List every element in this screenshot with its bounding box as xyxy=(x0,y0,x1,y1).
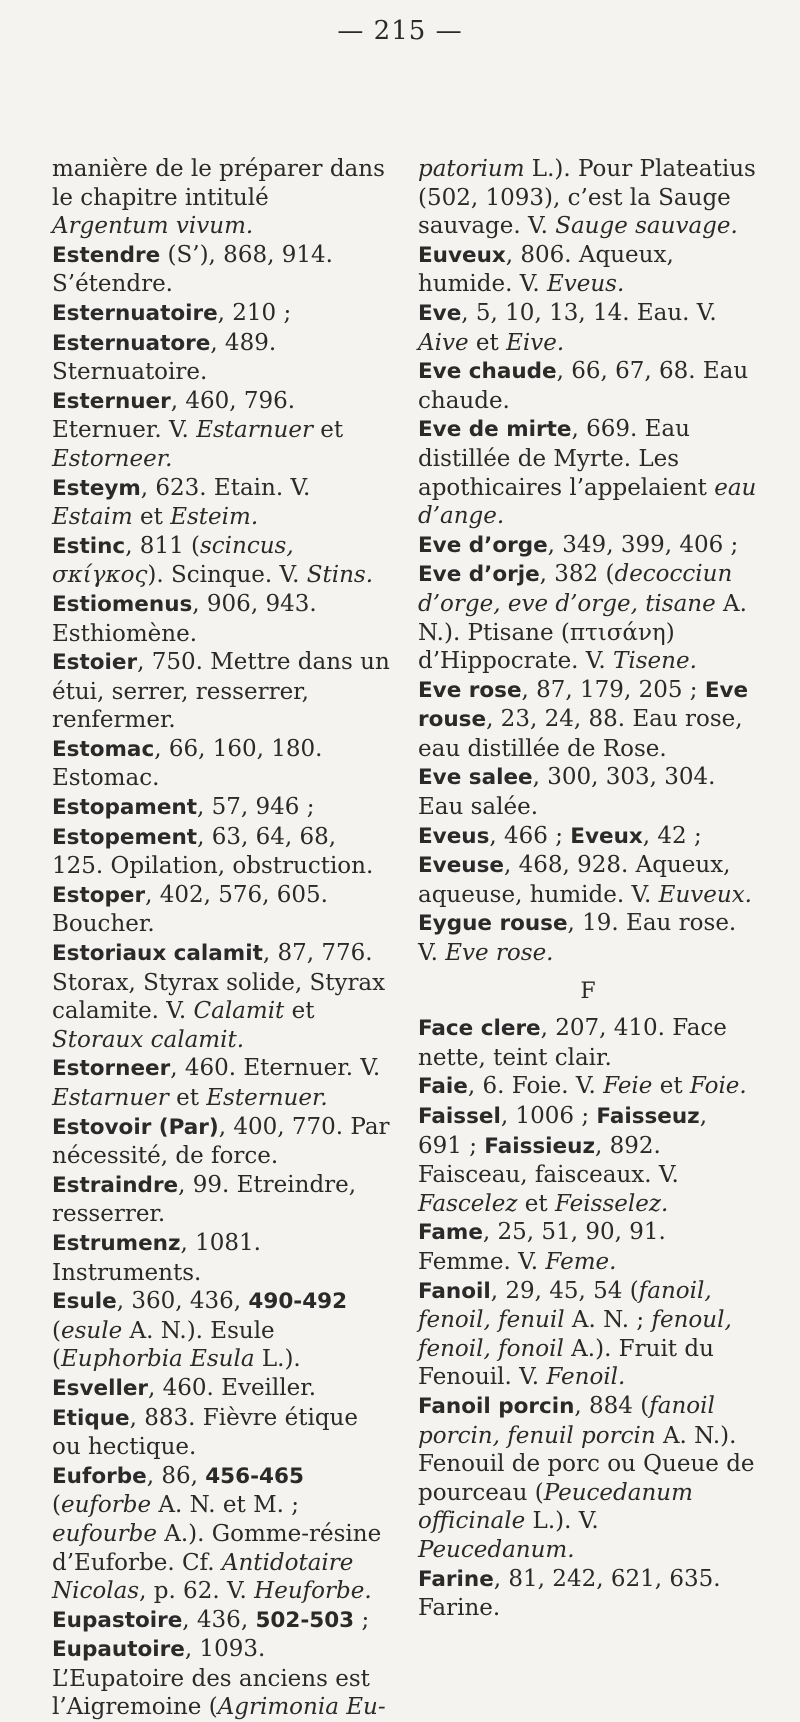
headword: Eupautoire xyxy=(52,1637,185,1663)
headword: Eygue rouse xyxy=(418,911,568,937)
headword: Esteym xyxy=(52,475,141,501)
letter-heading: F xyxy=(580,978,596,1004)
italic-text: Euveux. xyxy=(658,881,752,908)
italic-text: esule xyxy=(60,1317,123,1344)
italic-text: scincus, σκίγκος xyxy=(52,532,294,589)
entry-text: , 466 ; xyxy=(489,822,571,849)
entry-text: , 811 ( xyxy=(125,532,200,559)
entry-text: , 883. Fièvre étique ou hectique. xyxy=(52,1404,358,1461)
headword: Etique xyxy=(52,1405,130,1431)
entry-text: et xyxy=(132,504,171,531)
entry-text: et xyxy=(312,417,344,444)
entry-text: , 66, 67, 68. Eau chaude. xyxy=(418,358,749,414)
headword: 502-503 xyxy=(255,1607,355,1633)
glossary-entry xyxy=(52,241,392,299)
glossary-entry xyxy=(418,1565,758,1623)
entry-text: , 300, 303, 304. Eau salée. xyxy=(418,764,716,821)
headword: Esternuatore xyxy=(52,330,211,356)
glossary-entry xyxy=(52,532,392,590)
headword: Fame xyxy=(418,1220,483,1246)
headword: Eveuse xyxy=(418,853,504,879)
glossary-entry xyxy=(418,822,758,910)
entry-text: ( xyxy=(52,1492,61,1519)
right-column xyxy=(418,155,758,1623)
headword: Euveux xyxy=(418,242,506,268)
entry-text: , 99. Etreindre, resserrer. xyxy=(52,1171,357,1228)
glossary-entry xyxy=(418,241,758,299)
entry-text: et xyxy=(468,329,507,356)
entry-text: , 669. Eau distillée de Myrte. Les apothicaires l’appelaient xyxy=(418,416,715,501)
headword: Eve d’orje xyxy=(418,562,540,588)
headword: Faissieuz xyxy=(484,1133,595,1159)
entry-text: , 400, 770. Par nécessité, de force. xyxy=(52,1113,390,1170)
entry-text: , 460, 796. Eternuer. V. xyxy=(52,387,296,444)
headword: Fanoil porcin xyxy=(418,1393,575,1419)
entry-text: , 87, 179, 205 ; xyxy=(521,676,705,703)
headword: Faie xyxy=(418,1074,468,1100)
italic-text: Feisselez. xyxy=(554,1190,669,1217)
italic-text: Argentum vivum. xyxy=(52,213,254,240)
headword: Estoper xyxy=(52,882,146,908)
entry-text: L.). V. xyxy=(525,1508,599,1535)
entry-text: , 29, 45, 54 ( xyxy=(490,1277,639,1304)
left-column xyxy=(52,155,392,1722)
headword: Estomac xyxy=(52,736,155,762)
entry-text: A. N.). Ptisane (πτισάνη) d’Hippocrate. V. xyxy=(418,590,747,675)
glossary-entry xyxy=(52,1171,392,1229)
entry-text: , 360, 436, xyxy=(116,1288,249,1315)
headword: Eve rouse xyxy=(418,677,749,733)
glossary-entry xyxy=(52,1606,392,1722)
entry-text: , 6. Foie. V. xyxy=(467,1073,604,1100)
entry-text: ; xyxy=(354,1606,370,1633)
italic-text: Fascelez xyxy=(418,1190,518,1217)
entry-text: , 5, 10, 13, 14. Eau. V. xyxy=(461,299,717,326)
glossary-entry xyxy=(418,1014,758,1072)
entry-text: (S’), 868, 914. S’étendre. xyxy=(52,241,333,298)
headword: Estiomenus xyxy=(52,591,193,617)
headword: Eve de mirte xyxy=(418,417,572,443)
headword: Faissel xyxy=(418,1104,501,1129)
entry-text: et xyxy=(284,998,315,1025)
entry-text: , 25, 51, 90, 91. Femme. V. xyxy=(418,1219,666,1275)
headword: Eve salee xyxy=(418,765,533,791)
headword: Estendre xyxy=(52,242,161,268)
italic-text: eau d’ange. xyxy=(418,474,757,530)
entry-text: , 750. Mettre dans un étui, serrer, resserrer, renfermer. xyxy=(52,649,390,734)
entry-text: , 489. Sternuatoire. xyxy=(52,329,277,386)
italic-text: Antidotaire Nicolas xyxy=(52,1549,354,1605)
italic-text: Storaux calamit. xyxy=(52,1026,245,1053)
italic-text: fanoil, fenoil, fenuil xyxy=(418,1277,712,1334)
italic-text: Eive. xyxy=(506,329,565,356)
italic-text: Peucedanum officinale xyxy=(418,1479,693,1535)
entry-text: A. N.). Fenouil de porc ou Queue de pourceau ( xyxy=(418,1422,755,1506)
glossary-entry xyxy=(418,1392,758,1565)
headword: Estrumenz xyxy=(52,1230,181,1256)
italic-text: fanoil porcin, fenuil porcin xyxy=(418,1392,715,1449)
italic-text: patorium xyxy=(418,156,525,182)
entry-text: A. N. et M. ; xyxy=(151,1492,300,1519)
italic-text: Estarnuer xyxy=(196,417,313,444)
italic-text: decocciun d’orge, eve d’orge, tisane xyxy=(418,561,733,617)
entry-text: , 623. Etain. V. xyxy=(140,474,311,501)
glossary-entry xyxy=(418,1277,758,1392)
italic-text: Tisene. xyxy=(613,648,697,675)
entry-text: A. N. ; xyxy=(564,1307,652,1334)
headword: Estorneer xyxy=(52,1056,171,1082)
headword: Eve chaude xyxy=(418,359,557,385)
glossary-entry xyxy=(52,1054,392,1112)
entry-text: , 57, 946 ; xyxy=(197,794,315,821)
italic-text: euforbe xyxy=(60,1492,152,1519)
glossary-entry xyxy=(418,763,758,821)
glossary-entry xyxy=(418,299,758,357)
entry-text: , 436, xyxy=(182,1606,256,1633)
italic-text: Fenoil. xyxy=(546,1364,626,1391)
glossary-entry xyxy=(52,1462,392,1606)
entry-text: A. N.). Esule ( xyxy=(52,1317,275,1373)
glossary-entry xyxy=(52,387,392,474)
entry-text: et xyxy=(652,1073,690,1100)
headword: Eveux xyxy=(570,823,643,849)
entry-text: et xyxy=(517,1190,555,1217)
entry-text: A.). Fruit du Fenouil. V. xyxy=(418,1335,714,1391)
italic-text: fenoul, fenoil, fonoil xyxy=(418,1307,732,1362)
italic-text: Calamit xyxy=(193,998,285,1025)
italic-text: Estaim xyxy=(52,504,133,531)
glossary-entry xyxy=(418,531,758,676)
glossary-entry xyxy=(52,735,392,793)
italic-text: Stins. xyxy=(306,562,374,589)
glossary-entry xyxy=(52,793,392,881)
entry-text: L.). xyxy=(254,1346,301,1373)
glossary-entry xyxy=(52,648,392,735)
glossary-entry xyxy=(52,1229,392,1287)
entry-text: , 691 ; xyxy=(418,1103,708,1159)
glossary-entry xyxy=(52,590,392,648)
headword: 456-465 xyxy=(205,1463,304,1489)
entry-text: , 210 ; xyxy=(217,299,292,326)
headword: Fanoil xyxy=(418,1278,491,1304)
headword: 490-492 xyxy=(248,1289,348,1315)
italic-text: Aive xyxy=(418,329,469,356)
entry-text: , 884 ( xyxy=(574,1392,650,1419)
headword: Eveus xyxy=(418,823,490,849)
glossary-entry xyxy=(52,299,392,387)
headword: Esternuatoire xyxy=(52,300,218,326)
headword: Estopement xyxy=(52,824,198,850)
italic-text: Feme. xyxy=(545,1248,617,1275)
entry-text: , 349, 399, 406 ; xyxy=(547,531,739,558)
headword: Estoier xyxy=(52,650,138,676)
headword: Esternuer xyxy=(52,388,171,414)
entry-text: , 460. Eveiller. xyxy=(148,1374,317,1401)
italic-text: eufourbe xyxy=(52,1520,157,1547)
glossary-entry xyxy=(418,1072,758,1102)
italic-text: Eve rose. xyxy=(445,940,554,967)
italic-text: Esteim. xyxy=(170,504,259,531)
italic-text: Agrimonia Eu- xyxy=(217,1694,386,1721)
italic-text: Eveus. xyxy=(546,271,625,298)
italic-text: Heuforbe. xyxy=(254,1578,372,1605)
headword: Eupastoire xyxy=(52,1607,183,1633)
entry-text: , 1006 ; xyxy=(500,1103,597,1129)
entry-text: , 806. Aqueux, humide. V. xyxy=(418,241,674,298)
glossary-entry xyxy=(52,1287,392,1374)
headword: Esule xyxy=(52,1289,117,1315)
glossary-entry xyxy=(52,1404,392,1462)
entry-text: , 892. Faisceau, faisceaux. V. xyxy=(418,1132,679,1189)
headword: Estopament xyxy=(52,795,197,821)
glossary-entry xyxy=(52,881,392,939)
glossary-entry xyxy=(418,155,758,241)
entry-text: , 23, 24, 88. Eau rose, eau distillée de Rose. xyxy=(418,706,743,762)
italic-text: Estarnuer xyxy=(52,1085,169,1111)
entry-text: , 86, xyxy=(146,1462,206,1489)
headword: Estraindre xyxy=(52,1172,179,1198)
glossary-entry xyxy=(52,474,392,532)
page-number: — 215 — xyxy=(337,16,463,46)
glossary-entry xyxy=(52,1113,392,1171)
glossary-entry xyxy=(418,909,758,967)
entry-text: ( xyxy=(52,1317,61,1344)
headword: Esveller xyxy=(52,1375,149,1401)
entry-text: ). Scinque. V. xyxy=(147,562,307,589)
headword: Face clere xyxy=(418,1016,541,1042)
glossary-entry xyxy=(52,155,392,241)
headword: Eve d’orge xyxy=(418,532,548,558)
entry-text: , 63, 64, 68, 125. Opilation, obstruction. xyxy=(52,823,374,880)
glossary-entry xyxy=(52,939,392,1054)
italic-text: Estorneer. xyxy=(52,445,173,472)
entry-text: , 66, 160, 180. Estomac. xyxy=(52,735,323,792)
italic-text: Foie. xyxy=(689,1073,747,1100)
headword: Euforbe xyxy=(52,1463,147,1489)
entry-text: A.). Gomme-résine d’Euforbe. Cf. xyxy=(52,1520,382,1576)
headword: Estinc xyxy=(52,533,126,559)
italic-text: Peucedanum. xyxy=(418,1536,575,1563)
entry-text: , 81, 242, 621, 635. Farine. xyxy=(418,1565,721,1622)
glossary-entry xyxy=(52,1374,392,1404)
entry-text: , 42 ; xyxy=(642,822,702,849)
headword: Faisseuz xyxy=(596,1104,700,1129)
entry-text: , p. 62. V. xyxy=(139,1578,255,1605)
entry-text: , 402, 576, 605. Boucher. xyxy=(52,881,328,938)
italic-text: Euphorbia Esula xyxy=(60,1346,255,1373)
entry-text: , 460. Eternuer. V. xyxy=(170,1055,381,1082)
entry-text: et xyxy=(168,1085,207,1111)
entry-text: , 207, 410. Face nette, teint clair. xyxy=(418,1015,727,1071)
entry-text: , 87, 776. Storax, Styrax solide, Styrax calamite. V. xyxy=(52,940,386,1025)
entry-text: , 468, 928. Aqueux, aqueuse, humide. V. xyxy=(418,852,731,908)
entry-text: , 1081. Instruments. xyxy=(52,1229,261,1286)
glossary-entry xyxy=(418,1102,758,1218)
glossary-entry xyxy=(418,357,758,415)
entry-text: L.). Pour Plateatius (502, 1093), c’est la Sauge sauvage. V. xyxy=(418,156,756,240)
italic-text: Feie xyxy=(603,1073,653,1100)
headword: Eve rose xyxy=(418,677,522,703)
headword: Estoriaux calamit xyxy=(52,941,263,967)
glossary-entry xyxy=(418,415,758,530)
entry-text: , 19. Eau rose. V. xyxy=(418,910,737,967)
glossary-entry xyxy=(418,1218,758,1276)
entry-text: , 1093. L’Eupatoire des anciens est l’Aigremoine ( xyxy=(52,1636,370,1721)
entry-text: , 382 ( xyxy=(539,561,615,588)
headword: Eve xyxy=(418,300,462,326)
glossary-entry xyxy=(418,676,758,764)
entry-text: , 906, 943. Esthiomène. xyxy=(52,590,317,647)
headword: Estovoir (Par) xyxy=(52,1114,219,1140)
italic-text: Sauge sauvage. xyxy=(555,213,738,240)
headword: Farine xyxy=(418,1566,494,1592)
italic-text: Esternuer. xyxy=(206,1085,328,1111)
entry-text: manière de le préparer dans le chapitre intitulé xyxy=(52,156,385,211)
